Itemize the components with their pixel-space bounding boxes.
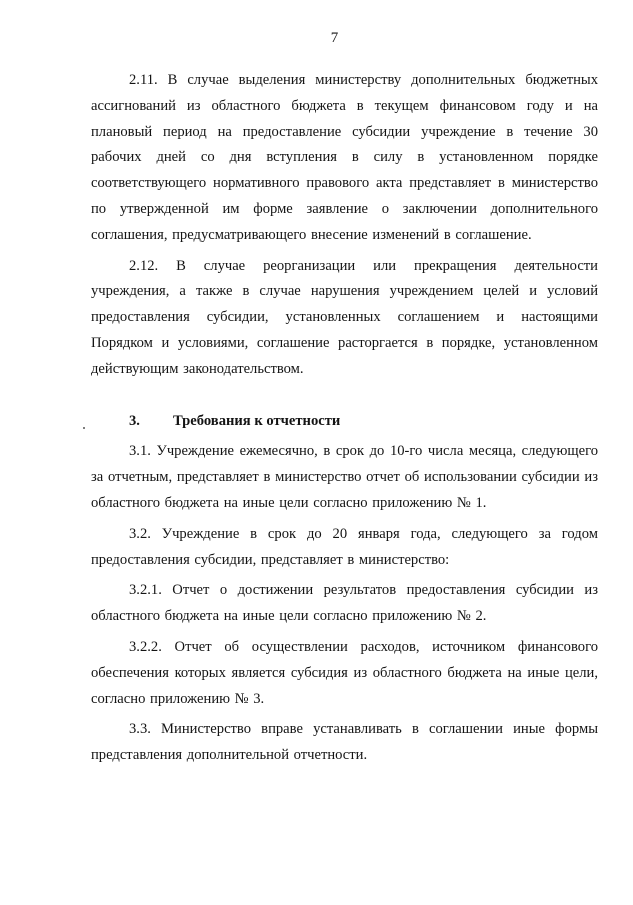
paragraph-3-2-1: 3.2.1. Отчет о достижении результатов предоставления субсидии из областного бюджета на иные цели согласно приложению № 2. [91, 582, 598, 625]
paragraph-3-1: 3.1. Учреждение ежемесячно, в срок до 10-го числа месяца, следующего за отчетным, представляет в министерство отчет об использовании субсидии из областного бюджета на иные цели согласно приложению № 1. [91, 443, 598, 511]
paragraph-3-2: 3.2. Учреждение в срок до 20 января года, следующего за годом предоставления субсидии, представляет в министерство: [91, 525, 598, 568]
section-heading [91, 409, 598, 435]
scan-speck [83, 427, 85, 429]
section-number: 3. [129, 412, 140, 429]
section-title: Требования к отчетности [173, 412, 341, 429]
paragraph-3-3: 3.3. Министерство вправе устанавливать в соглашении иные формы представления дополнительной отчетности. [91, 721, 598, 764]
paragraph-2-11: 2.11. В случае выделения министерству дополнительных бюджетных ассигнований из областного бюджета в текущем финансовом году и на плановый период на предоставление субсидии учреждение в течение 30 рабочих дней со дня вступления в силу в установленном порядке соответствующего нормативного правового акта представляет в министерство по утвержденной им форме заявление о заключении дополнительного соглашения, предусматривающего внесение изменений в соглашение. [91, 72, 598, 243]
document-body [91, 68, 598, 769]
page-number: 7 [330, 30, 339, 46]
paragraph-3-2-2: 3.2.2. Отчет об осуществлении расходов, источником финансового обеспечения которых является субсидия из областного бюджета на иные цели, согласно приложению № 3. [91, 638, 598, 707]
paragraph-2-12: 2.12. В случае реорганизации или прекращения деятельности учреждения, а также в случае нарушения учреждением целей и условий предоставления субсидии, установленных соглашением и настоящими Порядком и условиями, соглашение расторгается в порядке, установленном действующим законодательством. [91, 257, 598, 377]
